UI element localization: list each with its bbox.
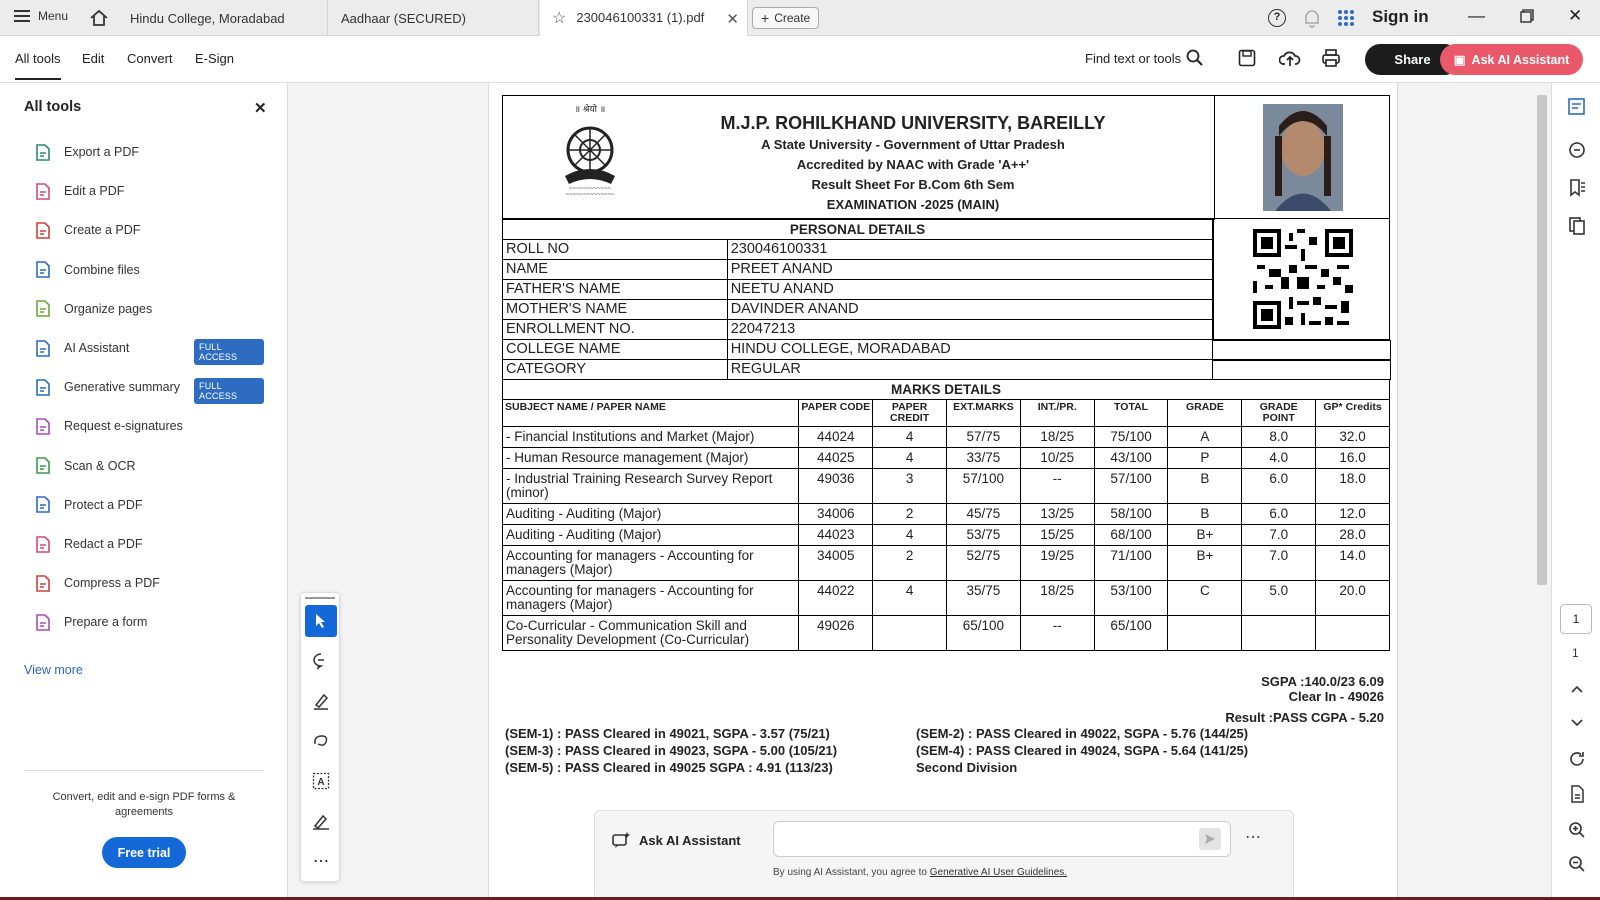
marks-cell: 43/100 (1094, 448, 1168, 469)
sem-line: (SEM-4) : PASS Cleared in 49024, SGPA - 5.64 (141/25) (916, 743, 1249, 758)
personal-row (503, 360, 1213, 380)
full-access-badge: FULL ACCESS (194, 378, 264, 404)
marks-cell (1168, 616, 1242, 651)
ai-assistant-bar (594, 810, 1294, 900)
annotation-toolbar (300, 592, 340, 882)
result-line: Result :PASS CGPA - 5.20 (1225, 710, 1384, 725)
marks-cell: 4 (873, 581, 947, 616)
disclaimer-text: By using AI Assistant, you agree to (773, 867, 930, 878)
sidebar-item-label: Request e-signatures (64, 419, 183, 434)
marks-cell: 14.0 (1316, 546, 1390, 581)
sidebar-item[interactable] (34, 572, 264, 594)
marks-column-header: TOTAL (1094, 400, 1168, 427)
page-scale-icon[interactable] (1566, 783, 1588, 805)
subject-name: - Human Resource management (Major) (503, 448, 799, 469)
sign-in-button[interactable]: Sign in (1372, 7, 1429, 26)
sidebar-item-label: Generative summary (64, 380, 181, 395)
svg-text:~~~~~~~~~~~~~~: ~~~~~~~~~~~~~~ (565, 192, 615, 197)
save-icon[interactable] (1238, 49, 1256, 72)
scroll-thumb[interactable] (1537, 95, 1547, 585)
semester-summary-right (916, 725, 1248, 776)
ask-ai-label: Ask AI Assistant (1471, 52, 1570, 67)
marks-cell (1316, 616, 1390, 651)
sidebar-item[interactable] (34, 494, 264, 516)
sem-line: (SEM-2) : PASS Cleared in 49022, SGPA - 5.76 (144/25) (916, 726, 1249, 741)
edit-pdf-icon (34, 182, 52, 200)
marks-column-header: GRADE POINT (1242, 400, 1316, 427)
sidebar-item[interactable] (34, 298, 264, 320)
marks-cell: 4 (873, 448, 947, 469)
marks-cell: 2 (873, 546, 947, 581)
marks-cell: -- (1020, 469, 1094, 504)
marks-cell: 49036 (799, 469, 873, 504)
all-tools-panel (0, 83, 288, 900)
marks-cell: A (1168, 427, 1242, 448)
sidebar-item[interactable] (34, 180, 264, 202)
personal-row (503, 240, 1213, 260)
right-rail (1551, 83, 1600, 900)
tab-esign[interactable]: E-Sign (195, 51, 235, 66)
marks-cell: C (1168, 581, 1242, 616)
main-toolbar (0, 36, 1600, 83)
create-label: Create (774, 11, 811, 25)
find-label: Find text or tools (1085, 51, 1182, 66)
marks-column-header: PAPER CREDIT (873, 400, 947, 427)
total-pages: 1 (1572, 646, 1579, 660)
help-icon[interactable]: ? (1268, 9, 1286, 27)
sidebar-item[interactable] (34, 337, 264, 362)
sidebar-item-label: Edit a PDF (64, 184, 125, 199)
marks-cell: 57/100 (1094, 469, 1168, 504)
personal-value: 230046100331 (727, 240, 1212, 260)
subject-name: Co-Curricular - Communication Skill and Personality Development (Co-Curricular) (503, 616, 799, 651)
redact-pdf-icon (34, 535, 52, 553)
marks-cell: B (1168, 504, 1242, 525)
comment-tool-icon[interactable] (305, 645, 337, 677)
free-trial-button[interactable]: Free trial (102, 837, 186, 868)
marks-header-row (503, 400, 1390, 427)
sidebar-item[interactable] (34, 455, 264, 477)
marks-cell: 15/25 (1020, 525, 1094, 546)
draw-tool-icon[interactable] (305, 725, 337, 757)
marks-cell: 4.0 (1242, 448, 1316, 469)
marks-cell: 75/100 (1094, 427, 1168, 448)
marks-cell: 68/100 (1094, 525, 1168, 546)
header-line-2: Accredited by NAAC with Grade 'A++' (796, 157, 1030, 172)
sign-tool-icon[interactable] (305, 805, 337, 837)
sidebar-item[interactable] (34, 611, 264, 633)
marks-cell: 65/100 (947, 616, 1021, 651)
drag-handle[interactable] (305, 597, 335, 599)
marks-cell: 28.0 (1316, 525, 1390, 546)
next-page-icon[interactable] (1566, 712, 1588, 734)
combine-files-icon (34, 261, 52, 279)
promo-text: Convert, edit and e-sign PDF forms & agreements (52, 791, 236, 818)
close-window-icon[interactable]: ✕ (1568, 6, 1583, 25)
ask-ai-button[interactable] (1440, 44, 1583, 75)
marks-cell: 45/75 (947, 504, 1021, 525)
marks-cell: 44024 (799, 427, 873, 448)
more-options-icon[interactable]: ⋯ (1245, 829, 1261, 846)
subject-name: Accounting for managers - Accounting for managers (Major) (503, 581, 799, 616)
hamburger-icon (14, 9, 30, 23)
plus-icon: + (761, 10, 770, 26)
sem-line: (SEM-1) : PASS Cleared in 49021, SGPA - 3.57 (75/21) (505, 726, 830, 741)
row-extension (1213, 360, 1391, 380)
sidebar-item-label: Compress a PDF (64, 576, 160, 591)
marks-cell: 7.0 (1242, 525, 1316, 546)
subject-name: Auditing - Auditing (Major) (503, 504, 799, 525)
select-tool-icon[interactable] (305, 605, 337, 637)
sgpa-line: SGPA :140.0/23 6.09 (1261, 674, 1384, 689)
personal-label: MOTHER'S NAME (503, 300, 728, 320)
marks-cell: 44025 (799, 448, 873, 469)
marks-cell: 57/75 (947, 427, 1021, 448)
marks-row (503, 546, 1390, 581)
apps-grid-icon[interactable] (1337, 9, 1355, 32)
guidelines-link[interactable]: Generative AI User Guidelines. (929, 867, 1068, 878)
sidebar-item-label: Organize pages (64, 301, 153, 316)
create-button[interactable] (752, 7, 819, 29)
marks-cell: 6.0 (1242, 469, 1316, 504)
marks-cell: 16.0 (1316, 448, 1390, 469)
marks-row (503, 427, 1390, 448)
highlight-tool-icon[interactable] (305, 685, 337, 717)
marks-cell: 52/75 (947, 546, 1021, 581)
create-pdf-icon (34, 221, 52, 239)
sidebar-item[interactable] (34, 533, 264, 555)
pdf-page (488, 83, 1398, 900)
tab-edit[interactable]: Edit (82, 51, 105, 66)
personal-value: NEETU ANAND (727, 280, 1212, 300)
marks-cell: 53/75 (947, 525, 1021, 546)
marks-cell: -- (1020, 616, 1094, 651)
sidebar-item-label: Prepare a form (64, 615, 148, 630)
ai-bar-label: Ask AI Assistant (639, 833, 741, 848)
annotations-icon[interactable] (1566, 139, 1588, 161)
marks-row (503, 469, 1390, 504)
marks-details-table (502, 379, 1390, 651)
close-panel-icon[interactable]: ✕ (254, 100, 267, 117)
zoom-out-icon[interactable] (1566, 853, 1588, 875)
header-line-1: A State University - Government of Uttar Pradesh (761, 137, 1065, 152)
tab-hindu-college[interactable] (118, 0, 328, 36)
marks-column-header: GP* Credits (1316, 400, 1390, 427)
tab-label: Aadhaar (SECURED) (341, 10, 466, 26)
personal-value: 22047213 (727, 320, 1212, 340)
find-text-button[interactable] (1085, 51, 1181, 66)
semester-summary-left (505, 725, 837, 776)
marks-cell: 65/100 (1094, 616, 1168, 651)
subject-name: Accounting for managers - Accounting for managers (Major) (503, 546, 799, 581)
marks-title-row (503, 380, 1390, 400)
personal-details-title: PERSONAL DETAILS (503, 220, 1213, 240)
generative-summary-icon (34, 378, 52, 396)
marks-details-title: MARKS DETAILS (503, 380, 1390, 400)
university-name: M.J.P. ROHILKHAND UNIVERSITY, BAREILLY (720, 113, 1106, 133)
marks-cell: 3 (873, 469, 947, 504)
comments-panel-icon[interactable] (1566, 95, 1588, 117)
close-tab-icon[interactable]: ✕ (726, 11, 739, 28)
marks-cell: B (1168, 469, 1242, 504)
divider (24, 770, 264, 771)
personal-label: ENROLLMENT NO. (503, 320, 728, 340)
marks-row (503, 448, 1390, 469)
personal-value: PREET ANAND (727, 260, 1212, 280)
marks-cell: 6.0 (1242, 504, 1316, 525)
sgpa-summary (989, 673, 1384, 726)
personal-details-header-row (503, 220, 1213, 240)
marks-column-header: SUBJECT NAME / PAPER NAME (503, 400, 799, 427)
sem-line: (SEM-3) : PASS Cleared in 49023, SGPA - 5.00 (105/21) (505, 743, 838, 758)
marks-cell: 44023 (799, 525, 873, 546)
marks-cell: 32.0 (1316, 427, 1390, 448)
tab-label: Hindu College, Moradabad (130, 10, 285, 26)
marks-cell (1242, 616, 1316, 651)
marks-cell: 71/100 (1094, 546, 1168, 581)
svg-text:A: A (317, 777, 325, 788)
view-more-link[interactable]: View more (24, 663, 83, 677)
qr-code (1213, 219, 1390, 340)
tab-label: 230046100331 (1).pdf (576, 10, 705, 25)
tab-all-tools[interactable]: All tools (15, 51, 61, 80)
personal-label: COLLEGE NAME (503, 340, 728, 360)
sidebar-item-label: Combine files (64, 262, 140, 277)
marks-cell: 57/100 (947, 469, 1021, 504)
marks-column-header: GRADE (1168, 400, 1242, 427)
header-line-3: Result Sheet For B.Com 6th Sem (811, 177, 1015, 192)
compress-pdf-icon (34, 574, 52, 592)
upload-cloud-icon[interactable] (1279, 48, 1301, 73)
marks-cell: B+ (1168, 525, 1242, 546)
personal-label: CATEGORY (503, 360, 728, 380)
university-logo (545, 102, 635, 197)
organize-pages-icon (34, 300, 52, 318)
marks-cell: 5.0 (1242, 581, 1316, 616)
subject-name: Auditing - Auditing (Major) (503, 525, 799, 546)
text-tool-icon[interactable] (305, 765, 337, 797)
ai-assistant-icon (611, 831, 631, 854)
ai-assistant-icon (34, 339, 52, 357)
marks-cell: 2 (873, 504, 947, 525)
share-button[interactable]: Share (1365, 44, 1460, 75)
marks-column-header: INT./PR. (1020, 400, 1094, 427)
marks-column-header: EXT.MARKS (947, 400, 1021, 427)
marks-cell: 35/75 (947, 581, 1021, 616)
bell-icon[interactable] (1303, 8, 1321, 33)
star-icon[interactable]: ☆ (552, 9, 567, 27)
marks-cell: 20.0 (1316, 581, 1390, 616)
more-tools-icon[interactable]: ⋯ (313, 853, 329, 870)
previous-page-icon[interactable] (1566, 678, 1588, 700)
menu-button[interactable] (14, 9, 68, 23)
print-icon[interactable] (1321, 48, 1341, 73)
sidebar-item[interactable] (34, 259, 264, 281)
marks-cell: 34005 (799, 546, 873, 581)
header-line-4: EXAMINATION -2025 (MAIN) (826, 197, 1000, 212)
request-esign-icon (34, 417, 52, 435)
refresh-icon[interactable] (1566, 748, 1588, 770)
marks-cell: 49026 (799, 616, 873, 651)
marks-cell: 19/25 (1020, 546, 1094, 581)
subject-name: - Industrial Training Research Survey Report (minor) (503, 469, 799, 504)
scan-ocr-icon (34, 457, 52, 475)
personal-label: NAME (503, 260, 728, 280)
ai-prompt-input[interactable] (773, 821, 1231, 857)
row-extension (1213, 340, 1391, 360)
personal-row (503, 300, 1213, 320)
restore-icon[interactable] (1520, 8, 1534, 28)
pdf-viewer[interactable] (288, 83, 1535, 900)
prepare-form-icon (34, 613, 52, 631)
personal-label: ROLL NO (503, 240, 728, 260)
current-page-input[interactable]: 1 (1560, 604, 1592, 634)
personal-value: REGULAR (727, 360, 1212, 380)
tab-result-pdf[interactable] (540, 0, 748, 36)
svg-text:~~~~~~~~~~~~: ~~~~~~~~~~~~ (568, 186, 612, 192)
search-icon[interactable] (1186, 49, 1204, 72)
sidebar-item[interactable] (34, 219, 264, 241)
marks-cell: 7.0 (1242, 546, 1316, 581)
panel-title: All tools (24, 99, 82, 115)
menu-label: Menu (38, 9, 69, 23)
marks-cell: 4 (873, 427, 947, 448)
personal-value: HINDU COLLEGE, MORADABAD (727, 340, 1212, 360)
marks-cell: 18.0 (1316, 469, 1390, 504)
clear-in-line: Clear In - 49026 (1288, 689, 1384, 704)
ai-assistant-icon: ▣ (1453, 53, 1466, 67)
home-icon[interactable] (89, 8, 109, 33)
marks-cell: 58/100 (1094, 504, 1168, 525)
personal-details-table (502, 219, 1213, 380)
zoom-in-icon[interactable] (1566, 819, 1588, 841)
full-access-badge: FULL ACCESS (194, 339, 264, 365)
marks-cell: 18/25 (1020, 581, 1094, 616)
sidebar-item[interactable] (34, 415, 264, 437)
marks-row (503, 616, 1390, 651)
marks-cell: 33/75 (947, 448, 1021, 469)
subject-name: - Financial Institutions and Market (Major) (503, 427, 799, 448)
sidebar-item[interactable] (34, 376, 264, 402)
tab-bar (0, 0, 1600, 36)
marks-cell: 44022 (799, 581, 873, 616)
document-header (502, 95, 1390, 219)
marks-cell: 10/25 (1020, 448, 1094, 469)
marks-cell: B+ (1168, 546, 1242, 581)
header-text (663, 112, 1163, 215)
marks-cell: 12.0 (1316, 504, 1390, 525)
tab-convert[interactable]: Convert (127, 51, 173, 66)
tab-aadhaar[interactable] (329, 0, 539, 36)
sidebar-item-label: Protect a PDF (64, 497, 143, 512)
sidebar-item-label: Redact a PDF (64, 537, 143, 551)
minimize-icon[interactable]: — (1468, 6, 1485, 25)
export-pdf-icon (34, 143, 52, 161)
marks-cell: 53/100 (1094, 581, 1168, 616)
bookmarks-icon[interactable] (1566, 177, 1588, 199)
marks-cell: P (1168, 448, 1242, 469)
marks-cell: 13/25 (1020, 504, 1094, 525)
personal-label: FATHER'S NAME (503, 280, 728, 300)
sidebar-item-label: Scan & OCR (64, 458, 136, 473)
marks-column-header: PAPER CODE (799, 400, 873, 427)
personal-row (503, 280, 1213, 300)
personal-row (503, 340, 1213, 360)
marks-cell: 18/25 (1020, 427, 1094, 448)
student-photo (1214, 96, 1391, 220)
sidebar-item-label: Create a PDF (64, 223, 141, 238)
sidebar-item-label: AI Assistant (64, 341, 130, 355)
svg-text:॥ श्रेयो ॥: ॥ श्रेयो ॥ (574, 105, 606, 115)
ai-disclaimer (773, 867, 1067, 878)
marks-row (503, 525, 1390, 546)
marks-row (503, 581, 1390, 616)
marks-cell (873, 616, 947, 651)
personal-row (503, 260, 1213, 280)
vertical-scrollbar[interactable] (1533, 83, 1551, 900)
page-thumbnails-icon[interactable] (1566, 215, 1588, 237)
marks-cell: 4 (873, 525, 947, 546)
personal-value: DAVINDER ANAND (727, 300, 1212, 320)
sidebar-item[interactable] (34, 141, 264, 163)
send-icon[interactable] (1199, 828, 1221, 850)
marks-cell: 34006 (799, 504, 873, 525)
personal-row (503, 320, 1213, 340)
sidebar-item-label: Export a PDF (64, 145, 140, 159)
sem-line: (SEM-5) : PASS Cleared in 49025 SGPA : 4.91 (113/23) (505, 760, 833, 775)
marks-row (503, 504, 1390, 525)
division-line: Second Division (916, 760, 1018, 775)
marks-cell: 8.0 (1242, 427, 1316, 448)
protect-pdf-icon (34, 496, 52, 514)
